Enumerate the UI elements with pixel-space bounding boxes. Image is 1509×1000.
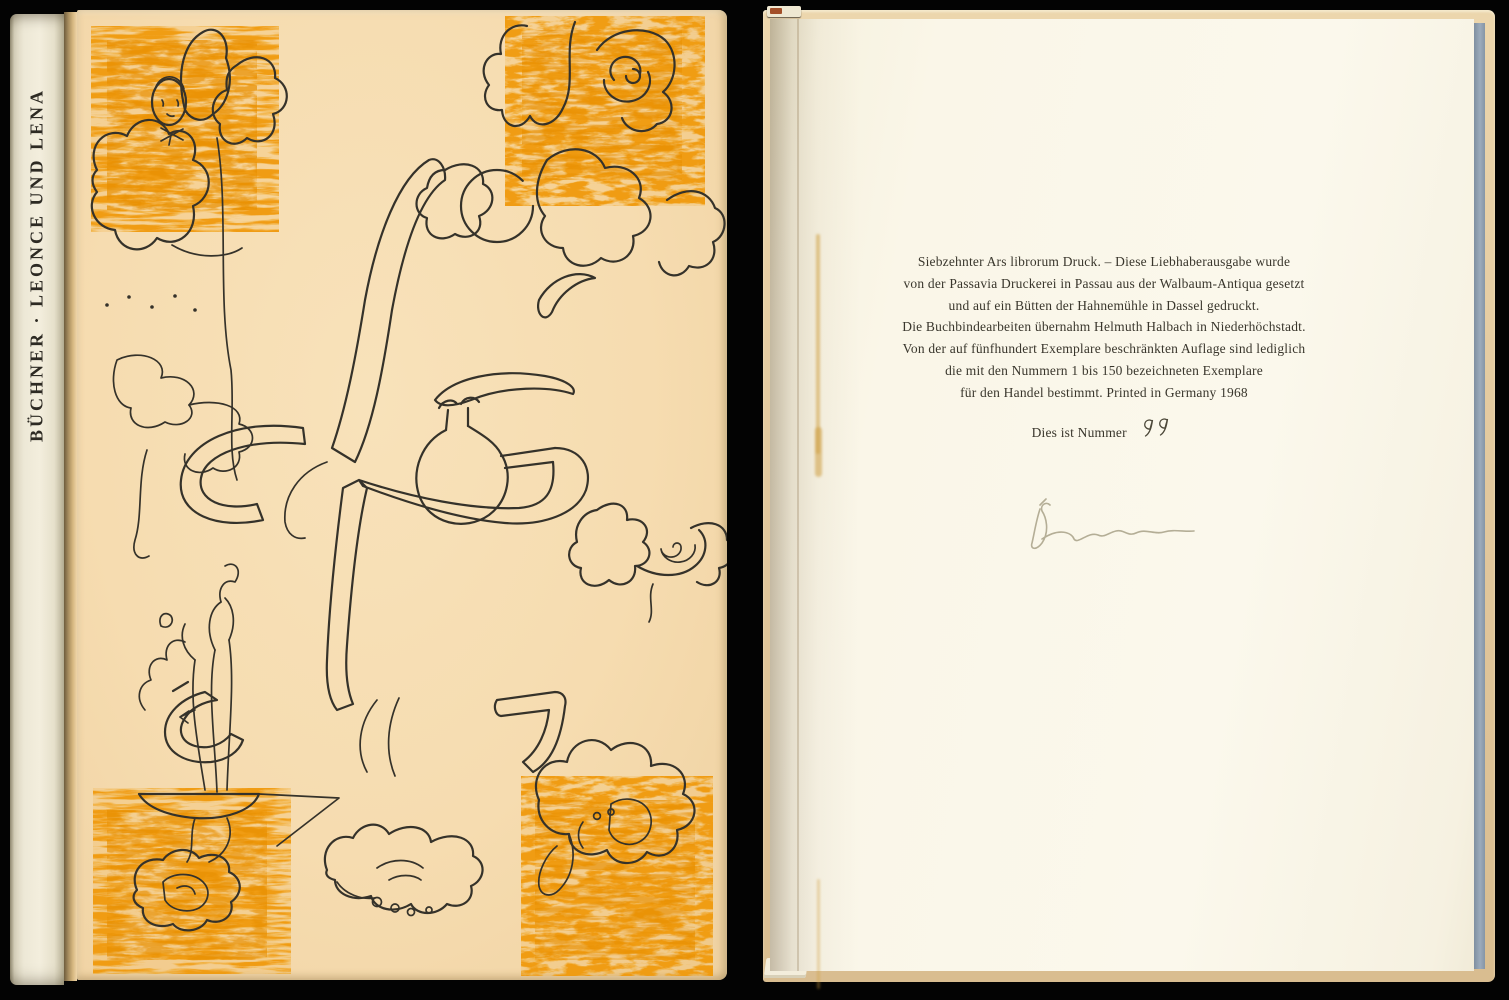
book-spine [10,14,64,985]
colophon-text-block [888,251,1320,445]
gutter-shadow [770,19,860,971]
central-flourish-drawing [165,159,595,776]
handwritten-edition-number [1140,415,1176,446]
edition-number-line [888,415,1320,446]
cover-artwork-illustration [77,10,727,980]
colophon-line: und auf ein Bütten der Hahnemühle in Dassel gedruckt. [948,297,1260,313]
edition-number-label: Dies ist Nummer [1031,424,1127,440]
colophon-line: für den Handel bestimmt. Printed in Germany 1968 [960,384,1248,400]
colophon-page [770,19,1474,971]
crayon-texture-patches [91,16,713,976]
front-cover [77,10,727,980]
colophon-line: Von der auf fünfhundert Exemplare beschränkten Auflage sind lediglich [902,341,1306,357]
colophon-line: Die Buchbindearbeiten übernahm Helmuth Halbach in Niederhöchstadt. [902,319,1306,335]
page-fold-line [797,19,799,971]
pencil-signature [1012,491,1212,561]
mid-right-rose-drawing [569,504,727,622]
page-block-edge [1474,23,1485,969]
headband-stitch [770,8,782,14]
bottom-center-leaf-drawing [325,825,483,916]
colophon-line: die mit den Nummern 1 bis 150 bezeichneten Exemplare [945,362,1263,378]
spine-title: BÜCHNER · LEONCE UND LENA [26,88,47,443]
binding-stain [816,234,820,454]
book-cover-photo [8,8,727,985]
colophon-line: von der Passavia Druckerei in Passau aus der Walbaum-Antiqua gesetzt [903,275,1305,291]
colophon-line: Siebzehnter Ars librorum Druck. – Diese Liebhaberausgabe wurde [917,254,1291,269]
binding-stain-lower [817,879,820,989]
book-colophon-photo [763,10,1495,982]
binding-stain-blob [815,427,822,477]
spine-hinge [64,12,77,981]
headband [767,6,801,17]
